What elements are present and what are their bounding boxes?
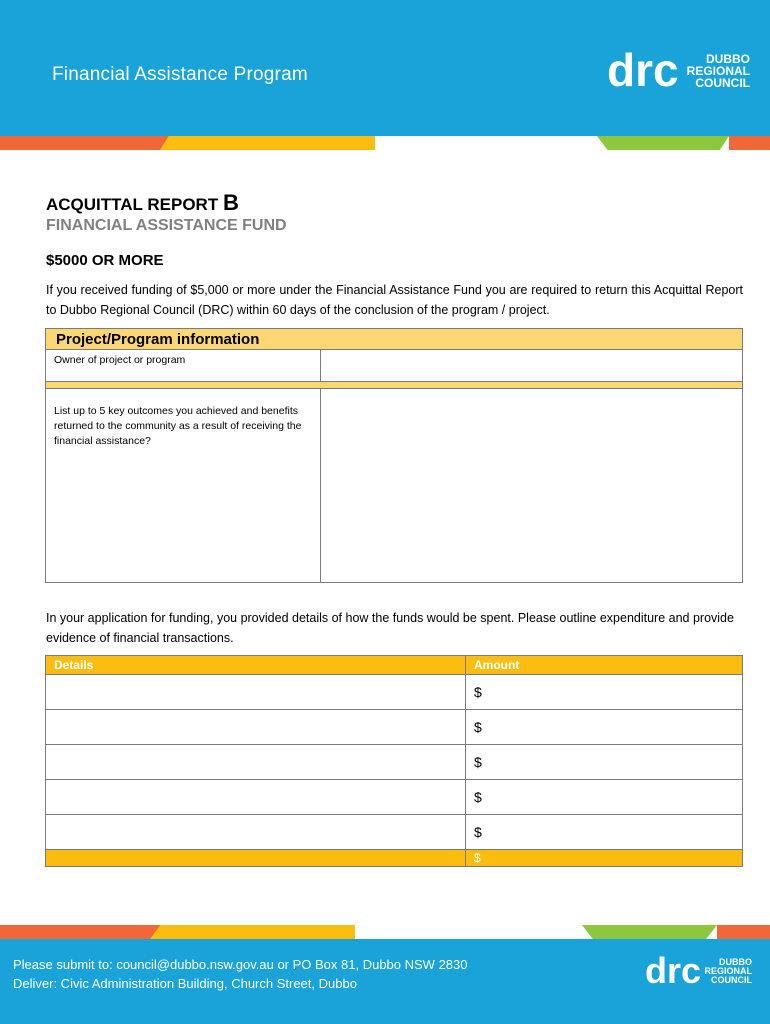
drc-logo-mark [607,46,683,96]
stripe-yellow [160,136,375,150]
table-row [46,675,743,710]
footer-stripe-orange-right [717,925,770,939]
owner-label: Owner of project or program [46,350,321,381]
page-footer [0,939,770,1024]
project-info-heading: Project/Program information [46,329,742,350]
amount-cell[interactable]: $ [466,745,743,780]
table-row [46,710,743,745]
logo-line-3: COUNCIL [695,76,750,90]
report-subtitle: FINANCIAL ASSISTANCE FUND [46,217,287,234]
amount-cell[interactable]: $ [466,815,743,850]
footer-stripe-green [582,925,717,939]
footer-logo-mark-text: drc [645,951,702,991]
table-row [46,745,743,780]
footer-contact [13,955,468,993]
expenditure-intro: In your application for funding, you provided details of how the funds would be spent. Please outline expenditure and provide evidence of financial transactions. [46,611,734,645]
amount-heading: $5000 OR MORE [46,252,164,269]
footer-logo-line-1: DUBBO [719,956,752,967]
details-cell[interactable] [46,780,466,815]
footer-stripe-white [355,925,582,939]
footer-logo-wordmark [704,958,752,985]
total-amount-cell[interactable]: $ [466,850,743,867]
footer-drc-logo-mark [645,951,701,991]
stripe-white [375,136,597,150]
stripe-green [597,136,729,150]
amount-cell[interactable]: $ [466,675,743,710]
table-row [46,780,743,815]
submit-line: Please submit to: council@dubbo.nsw.gov.au or PO Box 81, Dubbo NSW 2830 [13,957,468,972]
expenditure-table [45,655,743,867]
details-cell[interactable] [46,815,466,850]
owner-field[interactable] [321,350,742,381]
deliver-line: Deliver: Civic Administration Building, Church Street, Dubbo [13,976,357,991]
project-info-table [45,328,743,583]
details-header: Details [46,656,466,675]
footer-stripe-orange [0,925,160,939]
stripe-orange [0,136,170,150]
outcomes-label: List up to 5 key outcomes you achieved and benefits returned to the community as a result of receiving the financial assistance? [46,389,321,582]
footer-council-logo [645,951,752,991]
page-header [0,0,770,136]
report-title-letter: B [222,190,239,215]
program-title: Financial Assistance Program [52,64,308,85]
amount-cell[interactable]: $ [466,780,743,815]
details-cell[interactable] [46,745,466,780]
details-cell[interactable] [46,710,466,745]
footer-logo-line-2: REGIONAL [704,965,752,976]
total-row [46,850,743,867]
owner-row [46,350,742,382]
amount-header: Amount [466,656,743,675]
footer-color-stripe [0,925,770,939]
logo-line-1: DUBBO [706,52,750,66]
report-title-text: ACQUITTAL REPORT [46,195,219,214]
report-title [46,190,239,216]
footer-drc-logo-icon [645,951,701,991]
council-logo [607,46,750,96]
drc-logo-icon [607,46,683,96]
section-divider [46,382,742,389]
table-row [46,815,743,850]
outcomes-row [46,389,742,582]
logo-mark-text: drc [606,46,679,96]
logo-line-2: REGIONAL [686,64,750,78]
logo-wordmark [687,53,750,89]
table-header-row [46,656,743,675]
outcomes-field[interactable] [321,389,742,582]
stripe-orange-right [729,136,770,150]
header-color-stripe [0,136,770,150]
intro-paragraph: If you received funding of $5,000 or more under the Financial Assistance Fund you are required to return this Acquittal Report to Dubbo Regional Council (DRC) within 60 days of the conclusion of the program / project. [46,283,743,317]
amount-cell[interactable]: $ [466,710,743,745]
details-cell[interactable] [46,675,466,710]
footer-stripe-yellow [150,925,355,939]
total-label-cell [46,850,466,867]
footer-logo-line-3: COUNCIL [711,974,752,985]
